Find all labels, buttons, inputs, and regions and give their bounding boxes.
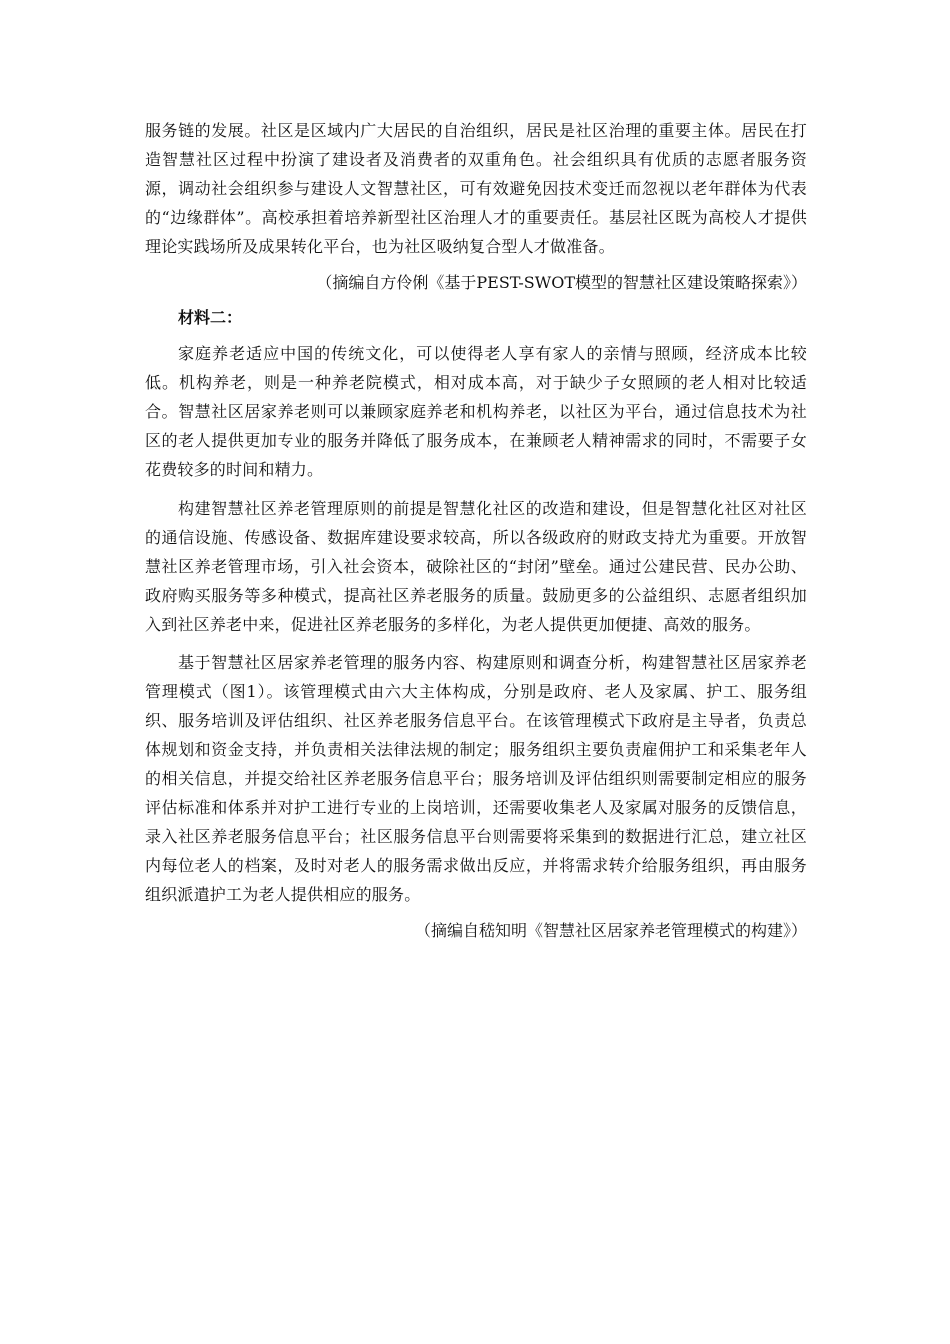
material1-paragraph: 服务链的发展。社区是区域内广大居民的自治组织，居民是社区治理的重要主体。居民在打造智慧社区过程中扮演了建设者及消费者的双重角色。社会组织具有优质的志愿者服务资源，调动社会组织参与建设人文智慧社区，可有效避免因技术变迁而忽视以老年群体为代表的“边缘群体”。高校承担着培养新型社区治理人才的重要责任。基层社区既为高校人才提供理论实践场所及成果转化平台，也为社区吸纳复合型人才做准备。 [145,121,807,256]
material2-paragraph-1: 家庭养老适应中国的传统文化，可以使得老人享有家人的亲情与照顾，经济成本比较低。机构养老，则是一种养老院模式，相对成本高，对于缺少子女照顾的老人相对比较适合。智慧社区居家养老则可以兼顾家庭养老和机构养老，以社区为平台，通过信息技术为社区的老人提供更加专业的服务并降低了服务成本，在兼顾老人精神需求的同时，不需要子女花费较多的时间和精力。 [145,344,807,479]
material2-paragraph-3: 基于智慧社区居家养老管理的服务内容、构建原则和调查分析，构建智慧社区居家养老管理模式（图1）。该管理模式由六大主体构成，分别是政府、老人及家属、护工、服务组织、服务培训及评估组织、社区养老服务信息平台。在该管理模式下政府是主导者，负责总体规划和资金支持，并负责相关法律法规的制定；服务组织主要负责雇佣护工和采集老年人的相关信息，并提交给社区养老服务信息平台；服务培训及评估组织则需要制定相应的服务评估标准和体系并对护工进行专业的上岗培训，还需要收集老人及家属对服务的反馈信息，录入社区养老服务信息平台；社区服务信息平台则需要将采集到的数据进行汇总，建立社区内每位老人的档案，及时对老人的服务需求做出反应，并将需求转介给服务组织，再由服务组织派遣护工为老人提供相应的服务。 [145,653,807,904]
material2-citation: （摘编自嵇知明《智慧社区居家养老管理模式的构建》） [414,920,807,940]
material2-heading: 材料二： [178,308,243,328]
material1-citation: （摘编自方伶俐《基于PEST-SWOT模型的智慧社区建设策略探索》） [316,272,807,292]
material2-paragraph-2: 构建智慧社区养老管理原则的前提是智慧化社区的改造和建设，但是智慧化社区对社区的通信设施、传感设备、数据库建设要求较高，所以各级政府的财政支持尤为重要。开放智慧社区养老管理市场，引入社会资本，破除社区的“封闭”壁垒。通过公建民营、民办公助、政府购买服务等多种模式，提高社区养老服务的质量。鼓励更多的公益组织、志愿者组织加入到社区养老中来，促进社区养老服务的多样化，为老人提供更加便捷、高效的服务。 [145,498,807,634]
document-page [145,117,807,945]
